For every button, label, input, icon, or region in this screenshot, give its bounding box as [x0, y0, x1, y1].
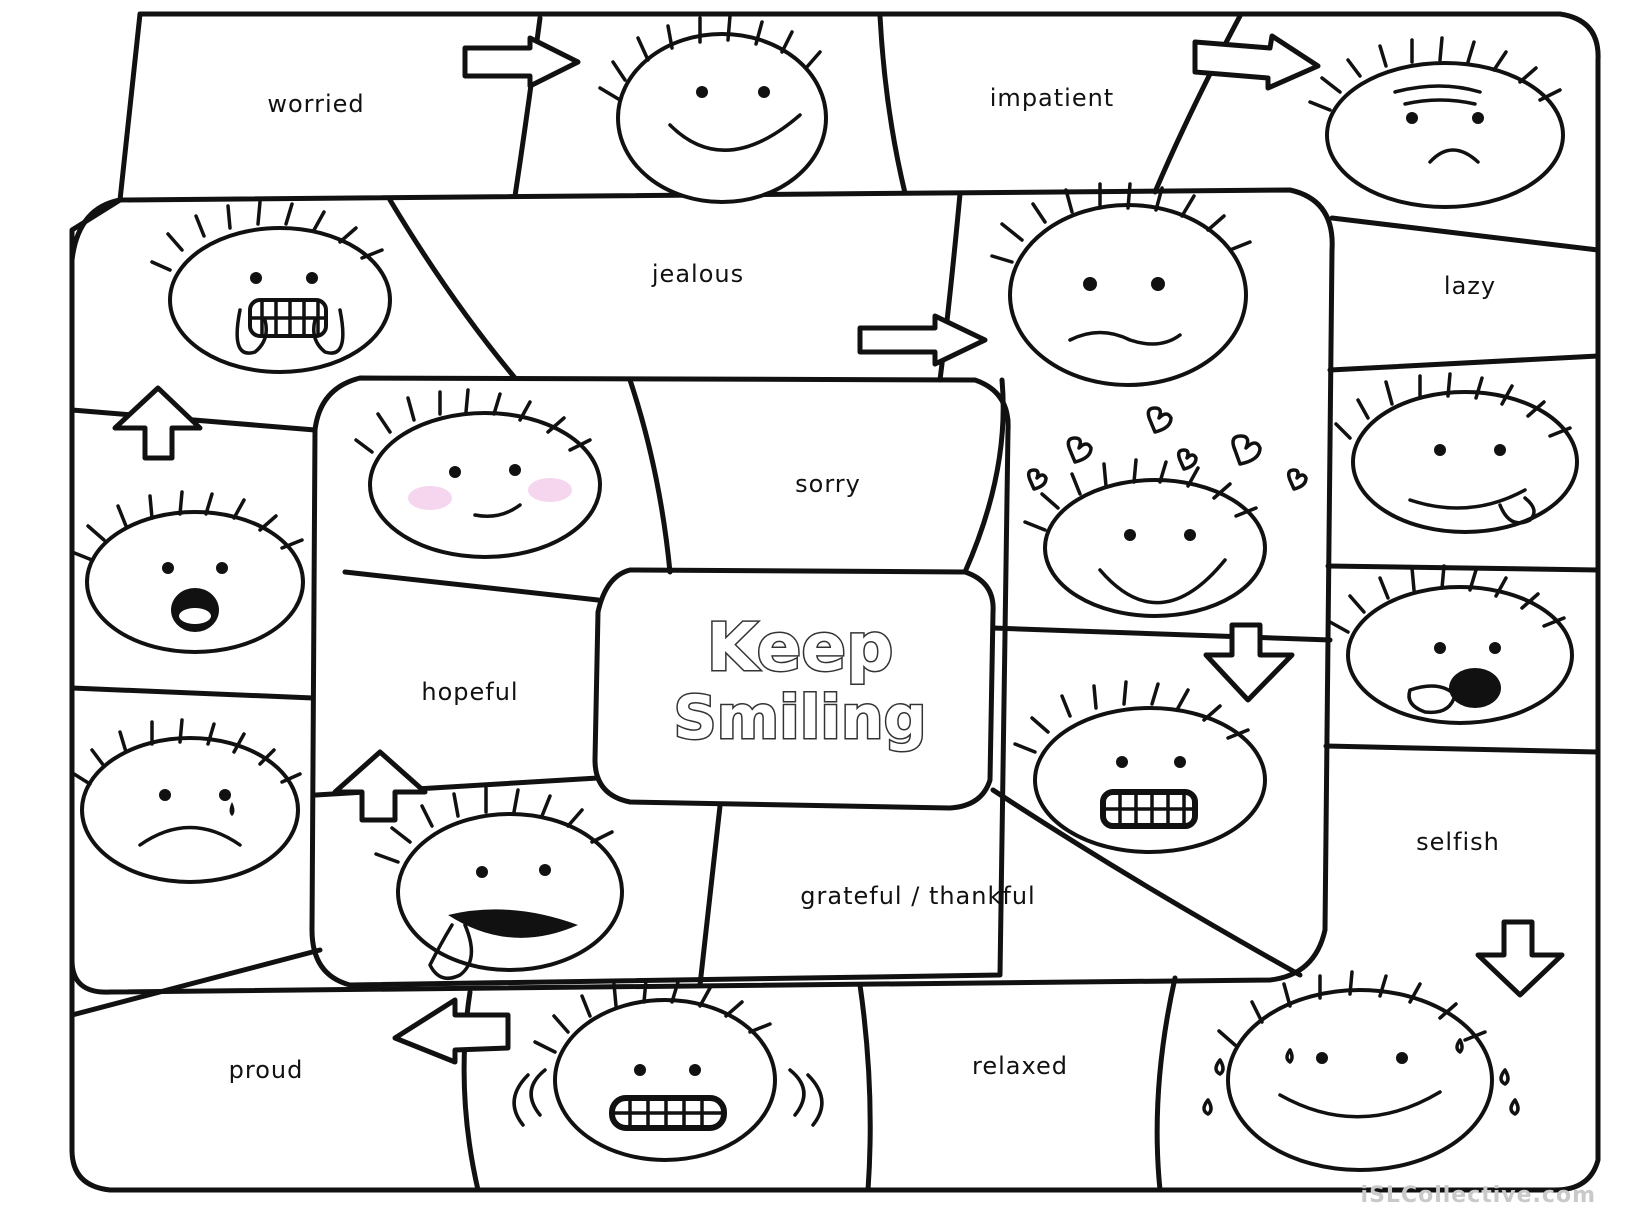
crying-face-icon [74, 720, 300, 882]
yummy-face-icon [1336, 374, 1577, 532]
drooling-face-icon [1330, 566, 1572, 723]
shocked-face-icon [72, 492, 303, 652]
square-label-relaxed: relaxed [972, 1052, 1068, 1080]
board-title-line2: Smiling [673, 683, 927, 753]
blushing-face-icon [356, 390, 600, 557]
square-label-proud: proud [228, 1056, 304, 1084]
arrow-right-icon [860, 316, 985, 364]
square-label-lazy: lazy [1443, 272, 1497, 300]
square-label-worried: worried [267, 90, 365, 118]
scared-face-icon [152, 202, 390, 372]
arrow-right-icon [465, 38, 578, 86]
happy-face-icon [600, 16, 826, 202]
arrow-down-icon [1478, 922, 1562, 995]
square-label-selfish: selfish [1416, 828, 1500, 856]
tongue-out-face-icon [376, 788, 622, 978]
confused-face-icon [992, 184, 1250, 385]
square-label-impatient: impatient [989, 84, 1115, 112]
laughing-tears-face-icon [1204, 972, 1518, 1170]
shivering-face-icon [514, 980, 822, 1160]
arrow-up-icon [335, 752, 425, 820]
arrow-up-icon [115, 388, 200, 458]
frowning-face-icon [1310, 38, 1563, 207]
square-label-hopeful: hopeful [421, 678, 519, 706]
board-title-line1: Keep [706, 609, 894, 686]
square-label-sorry: sorry [795, 470, 861, 498]
in-love-face-icon [1025, 408, 1306, 616]
square-label-grateful: grateful / thankful [800, 882, 1036, 910]
watermark: iSLCollective.com [1360, 1183, 1596, 1208]
square-label-jealous: jealous [651, 260, 745, 288]
arrow-left-icon [395, 1000, 508, 1062]
arrow-right-icon [1195, 36, 1318, 88]
